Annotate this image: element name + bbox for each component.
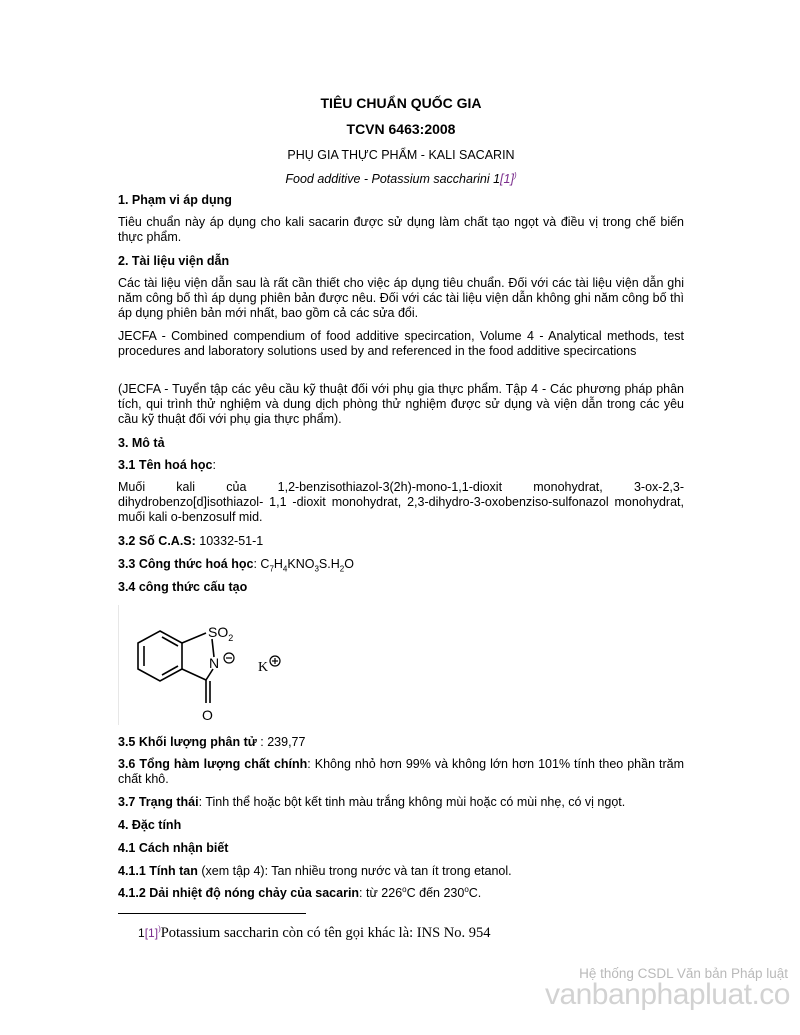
- section-3-5-label: 3.5 Khối lượng phân tử: [118, 735, 257, 749]
- watermark-site: vanbanphapluat.co: [544, 978, 790, 1011]
- footnote-mark: ): [513, 171, 517, 180]
- doc-english-title: [118, 171, 684, 186]
- section-3-1-colon: :: [212, 458, 216, 472]
- english-title-text: Food additive - Potassium saccharini 1: [285, 172, 501, 187]
- doc-title: TIÊU CHUẨN QUỐC GIA: [320, 95, 482, 111]
- section-4-1-heading: 4.1 Cách nhận biết: [118, 841, 229, 855]
- section-3-2-value: 10332-51-1: [195, 534, 264, 548]
- section-3-7: [118, 795, 684, 810]
- footnote-link[interactable]: [1]: [500, 172, 514, 187]
- potassium-label: K: [258, 660, 269, 675]
- section-4-1-2: [118, 886, 684, 901]
- formula-part: KNO: [287, 557, 315, 571]
- section-3-1-text: Muối kali của 1,2-benzisothiazol-3(2h)-mono-1,1-dioxit monohydrat, 3-ox-2,3-dihydrobenzo[d]isothiazol- 1,1 -dioxit monohydrat, 2,3-dihydro-3-oxobenziso-sulfonazol monohydrat, muối kali o-benzosulf mid.: [118, 480, 684, 524]
- section-3-6: [118, 757, 684, 787]
- section-3-4-heading: 3.4 công thức cấu tạo: [118, 580, 248, 594]
- section-3-2: [118, 534, 684, 549]
- section-2-text: Các tài liệu viện dẫn sau là rất cần thiết cho việc áp dụng tiêu chuẩn. Đối với các tài liệu viện dẫn ghi năm công bố thì áp dụng phiên bản được nêu. Đối với các tài liệu viện dẫn không ghi năm công bố thì áp dụng phiên bản mới nhất, bao gồm cả các sửa đổi.: [118, 276, 684, 320]
- footnote-backlink[interactable]: [1]: [144, 925, 159, 940]
- section-4-1-1-label: 4.1.1 Tính tan: [118, 864, 198, 878]
- section-3-5-value: : 239,77: [256, 735, 306, 749]
- section-3-6-label: 3.6 Tổng hàm lượng chất chính: [118, 757, 308, 771]
- section-3-2-label: 3.2 Số C.A.S:: [118, 534, 196, 548]
- footnote-text: Potassium saccharin còn có tên gọi khác là: INS No. 954: [160, 924, 491, 941]
- formula-part: C: [260, 557, 270, 571]
- section-4-heading: 4. Đặc tính: [118, 818, 182, 832]
- formula: [260, 557, 354, 574]
- section-3-7-text: : Tinh thể hoặc bột kết tinh màu trắng không mùi hoặc có mùi nhẹ, có vị ngọt.: [198, 795, 626, 809]
- melting-text: C.: [468, 886, 482, 900]
- benzene-ring: [138, 631, 182, 681]
- section-4-1-1: [118, 864, 684, 879]
- section-3-5: [118, 735, 684, 750]
- section-2-heading: 2. Tài liệu viện dẫn: [118, 254, 230, 268]
- section-3-6-text: : Không nhỏ hơn 99% và không lớn hơn 101% tính theo phần trăm chất khô.: [118, 757, 685, 786]
- section-3-3: [118, 557, 684, 572]
- section-2-jecfa-vi: (JECFA - Tuyển tập các yêu cầu kỹ thuật đối với phụ gia thực phẩm. Tập 4 - Các phương pháp phân tích, qui trình thử nghiệm và dung dịch phòng thử nghiệm được sử dụng và viện dẫn trong các yêu cầu kỹ thuật đối với phụ gia thực phẩm).: [118, 382, 684, 426]
- nitrogen-label: N: [209, 655, 220, 671]
- formula-sub: 3: [314, 564, 319, 574]
- formula-part: O: [344, 557, 354, 571]
- formula-part: S.H: [318, 557, 340, 571]
- section-3-3-label: 3.3 Công thức hoá học: [118, 557, 254, 571]
- section-1-text: Tiêu chuẩn này áp dụng cho kali sacarin được sử dụng làm chất tạo ngọt và điều vị trong chế biến thực phẩm.: [118, 215, 684, 244]
- section-3-7-label: 3.7 Trạng thái: [118, 795, 199, 809]
- formula-sub: 7: [269, 564, 274, 574]
- formula-sub: 4: [282, 564, 288, 574]
- degree-mark: o: [402, 884, 407, 894]
- footnote: [138, 924, 491, 942]
- section-3-3-colon: :: [253, 557, 261, 571]
- section-4-1-1-text: (xem tập 4): Tan nhiều trong nước và tan ít trong etanol.: [197, 864, 512, 878]
- degree-mark: o: [464, 884, 469, 894]
- section-2-jecfa: JECFA - Combined compendium of food additive specircation, Volume 4 - Analytical methods, test procedures and laboratory solutions used by and referenced in the food additive specircations: [118, 329, 684, 358]
- watermark-caption: Hệ thống CSDL Văn bản Pháp luật: [579, 966, 788, 981]
- section-4-1-2-label: 4.1.2 Dải nhiệt độ nóng chảy của sacarin: [118, 886, 360, 900]
- formula-sub: 2: [339, 564, 345, 574]
- section-1-heading: 1. Phạm vi áp dụng: [118, 193, 232, 207]
- footnote-number: 1: [138, 925, 145, 940]
- section-3-1: [118, 458, 684, 473]
- sulfonyl-label: $SO_2$: [208, 624, 234, 643]
- section-3-1-label: 3.1 Tên hoá học: [118, 458, 213, 472]
- structural-formula: [118, 605, 298, 725]
- oxygen-label: O: [202, 707, 213, 723]
- doc-subtitle: PHỤ GIA THỰC PHẨM - KALI SACARIN: [287, 148, 515, 162]
- footnote-separator: [118, 913, 306, 914]
- formula-part: H: [273, 557, 283, 571]
- footnote-mark: ): [158, 924, 161, 933]
- section-3-heading: 3. Mô tả: [118, 436, 165, 450]
- melting-text: : từ 226: [359, 886, 403, 900]
- doc-code: TCVN 6463:2008: [346, 121, 456, 137]
- melting-text: C đến 230: [406, 886, 465, 900]
